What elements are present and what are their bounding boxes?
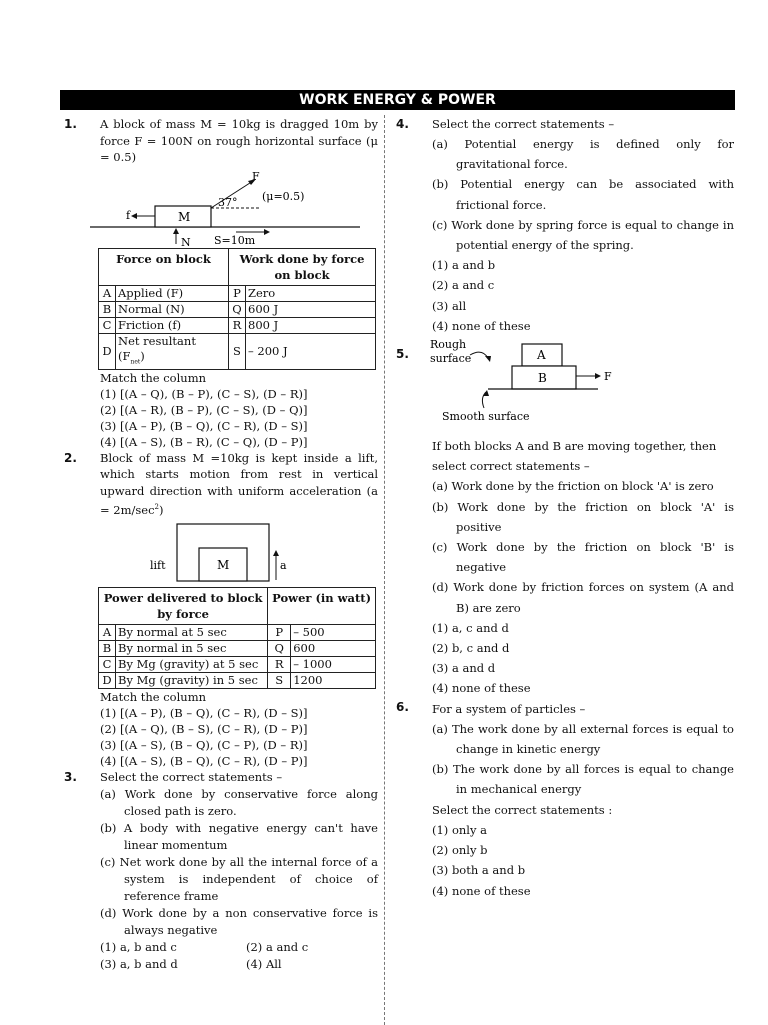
block-a-label: A	[537, 348, 546, 363]
statement-a: (a) Work done by conservative force along closed path is zero.	[100, 786, 378, 818]
row-right: Zero	[246, 285, 376, 301]
right-column	[392, 116, 734, 901]
left-column	[60, 116, 378, 973]
q2-lift-diagram	[100, 523, 360, 583]
block-label: M	[217, 557, 230, 572]
statement-a: (a) Work done by the friction on block 'A' is zero	[432, 479, 714, 494]
row-right: – 1000	[291, 656, 376, 672]
statement-c: (c) Work done by spring force is equal to change in potential energy of the spring.	[432, 217, 734, 253]
statement-d: (d) Work done by friction forces on system (A and B) are zero	[432, 580, 734, 615]
question-number: 4.	[396, 117, 409, 131]
net-subscript: net	[130, 357, 141, 365]
table-row	[99, 672, 376, 688]
question-text: Select the correct statements –	[432, 117, 615, 131]
option-2[interactable]: (2) b, c and d	[432, 641, 510, 656]
match-table	[98, 587, 376, 689]
question-number: 1.	[64, 117, 77, 131]
table-row	[99, 333, 376, 369]
lift-label: lift	[150, 558, 166, 572]
option-1[interactable]: (1) a and b	[432, 258, 496, 273]
force-label: F	[252, 169, 260, 183]
table-row	[99, 301, 376, 317]
row-letter: A	[99, 285, 116, 301]
row-right: 600	[291, 640, 376, 656]
row-letter: P	[268, 624, 291, 640]
row-right: 1200	[291, 672, 376, 688]
table-header: Power delivered to block by force	[99, 587, 268, 624]
row-letter: S	[268, 672, 291, 688]
question-1	[60, 116, 378, 450]
row-right: – 200 J	[246, 333, 376, 369]
row-letter: P	[229, 285, 246, 301]
row-left: Applied (F)	[116, 285, 229, 301]
statement-b: (b) A body with negative energy can't have linear momentum	[100, 820, 378, 852]
row-letter: C	[99, 317, 116, 333]
row-letter: D	[99, 333, 116, 369]
option-2[interactable]: (2) [(A – R), (B – P), (C – S), (D – Q)]	[100, 402, 308, 417]
option-3[interactable]: (3) both a and b	[432, 863, 526, 878]
question-text: If both blocks A and B are moving together, then select correct statements –	[432, 439, 717, 474]
statement-b: (b) Potential energy can be associated with frictional force.	[432, 177, 734, 212]
option-4[interactable]: (4) none of these	[432, 883, 531, 898]
option-1[interactable]: (1) [(A – P), (B – Q), (C – R), (D – S)]	[100, 705, 308, 720]
option-1[interactable]: (1) [(A – Q), (B – P), (C – S), (D – R)]	[100, 386, 308, 401]
row-left: By normal at 5 sec	[116, 624, 268, 640]
option-1[interactable]: (1) only a	[432, 822, 487, 837]
statement-a: (a) Potential energy is defined only for gravitational force.	[432, 137, 734, 172]
option-3[interactable]: (3) all	[432, 298, 467, 313]
question-number: 3.	[64, 769, 77, 784]
question-number: 6.	[396, 699, 409, 714]
normal-label: N	[181, 235, 191, 248]
row-left: Normal (N)	[116, 301, 229, 317]
row-letter: B	[99, 301, 116, 317]
row-letter: S	[229, 333, 246, 369]
match-prompt: Match the column	[100, 370, 207, 385]
row-letter: Q	[229, 301, 246, 317]
acceleration-label: a	[280, 558, 287, 572]
row-letter: R	[268, 656, 291, 672]
option-2[interactable]: (2) a and c	[246, 939, 309, 954]
select-prompt: Select the correct statements :	[432, 802, 613, 817]
option-4[interactable]: (4) [(A – S), (B – Q), (C – R), (D – P)]	[100, 753, 308, 768]
table-row	[99, 656, 376, 672]
option-1[interactable]: (1) a, b and c	[100, 939, 177, 954]
q1-block-diagram	[90, 166, 368, 248]
block-b-label: B	[538, 371, 547, 386]
table-row	[99, 285, 376, 301]
rough-label-2: surface	[430, 352, 472, 366]
row-left	[116, 333, 229, 369]
table-row	[99, 317, 376, 333]
option-4[interactable]: (4) [(A – S), (B – R), (C – Q), (D – P)]	[100, 434, 308, 449]
statement-b: (b) Work done by the friction on block 'A' is positive	[432, 499, 734, 534]
option-4[interactable]: (4) none of these	[432, 681, 531, 696]
question-4	[392, 116, 734, 336]
option-2[interactable]: (2) a and c	[432, 278, 495, 293]
distance-label: S=10m	[214, 233, 256, 247]
angle-label: 37°	[218, 195, 238, 209]
question-text-main: Block of mass M =10kg is kept inside a lift, which starts motion from rest in vertical upward direction with uniform acceleration (a = 2m/sec	[100, 450, 378, 518]
friction-label: f	[126, 208, 131, 222]
question-6	[392, 699, 734, 901]
force-label: F	[604, 370, 612, 384]
statement-a: (a) The work done by all external forces is equal to change in kinetic energy	[432, 721, 734, 757]
net-text: Net resultant (F	[118, 333, 196, 363]
statement-b: (b) The work done by all forces is equal to change in mechanical energy	[432, 762, 734, 797]
question-number: 2.	[64, 450, 77, 465]
table-header: Force on block	[99, 248, 229, 285]
row-left: By Mg (gravity) at 5 sec	[116, 656, 268, 672]
row-letter: B	[99, 640, 116, 656]
column-divider	[384, 115, 385, 1025]
table-header: Power (in watt)	[268, 587, 376, 624]
option-2[interactable]: (2) only b	[432, 843, 488, 858]
question-5	[392, 338, 734, 699]
row-left: By normal in 5 sec	[116, 640, 268, 656]
option-4[interactable]: (4) none of these	[432, 318, 531, 333]
option-3[interactable]: (3) [(A – S), (B – Q), (C – P), (D – R)]	[100, 737, 308, 752]
question-text: For a system of particles –	[432, 701, 586, 716]
question-text	[100, 450, 378, 519]
statement-d: (d) Work done by a non conservative force is always negative	[100, 905, 378, 937]
table-row	[99, 640, 376, 656]
row-left: Friction (f)	[116, 317, 229, 333]
question-text-end: )	[159, 503, 164, 518]
row-letter: Q	[268, 640, 291, 656]
rough-label: Rough	[430, 338, 467, 352]
net-close: )	[140, 348, 145, 363]
section-title: WORK ENERGY & POWER	[299, 92, 496, 108]
question-3	[60, 769, 378, 973]
statement-c: (c) Work done by the friction on block 'B' is negative	[432, 540, 734, 575]
smooth-label: Smooth surface	[442, 410, 530, 424]
match-table	[98, 248, 376, 370]
options-row	[100, 939, 378, 956]
block-label: M	[178, 209, 191, 224]
table-row	[99, 624, 376, 640]
option-3[interactable]: (3) a and d	[432, 661, 496, 676]
question-number: 5.	[396, 347, 409, 362]
row-left: By Mg (gravity) in 5 sec	[116, 672, 268, 688]
question-text: Select the correct statements –	[100, 769, 283, 784]
question-text: A block of mass M = 10kg is dragged 10m by force F = 100N on rough horizontal surface (μ = 0.5)	[100, 117, 378, 164]
row-letter: D	[99, 672, 116, 688]
q5-blocks-diagram	[430, 338, 620, 430]
option-4[interactable]: (4) All	[246, 956, 282, 971]
row-letter: C	[99, 656, 116, 672]
row-right: 800 J	[246, 317, 376, 333]
mu-label: (μ=0.5)	[262, 189, 305, 203]
row-letter: R	[229, 317, 246, 333]
statement-c: (c) Net work done by all the internal force of a system is independent of choice of reference frame	[100, 854, 378, 903]
match-prompt: Match the column	[100, 689, 207, 704]
row-letter: A	[99, 624, 116, 640]
options-row	[100, 956, 378, 973]
question-text-sup: 2	[154, 503, 160, 512]
row-right: – 500	[291, 624, 376, 640]
option-3[interactable]: (3) a, b and d	[100, 956, 178, 971]
option-1[interactable]: (1) a, c and d	[432, 620, 509, 635]
option-2[interactable]: (2) [(A – Q), (B – S), (C – R), (D – P)]	[100, 721, 308, 736]
section-header	[60, 90, 735, 110]
question-2	[60, 450, 378, 769]
table-header: Work done by force on block	[229, 248, 376, 285]
row-right: 600 J	[246, 301, 376, 317]
option-3[interactable]: (3) [(A – P), (B – Q), (C – R), (D – S)]	[100, 418, 308, 433]
